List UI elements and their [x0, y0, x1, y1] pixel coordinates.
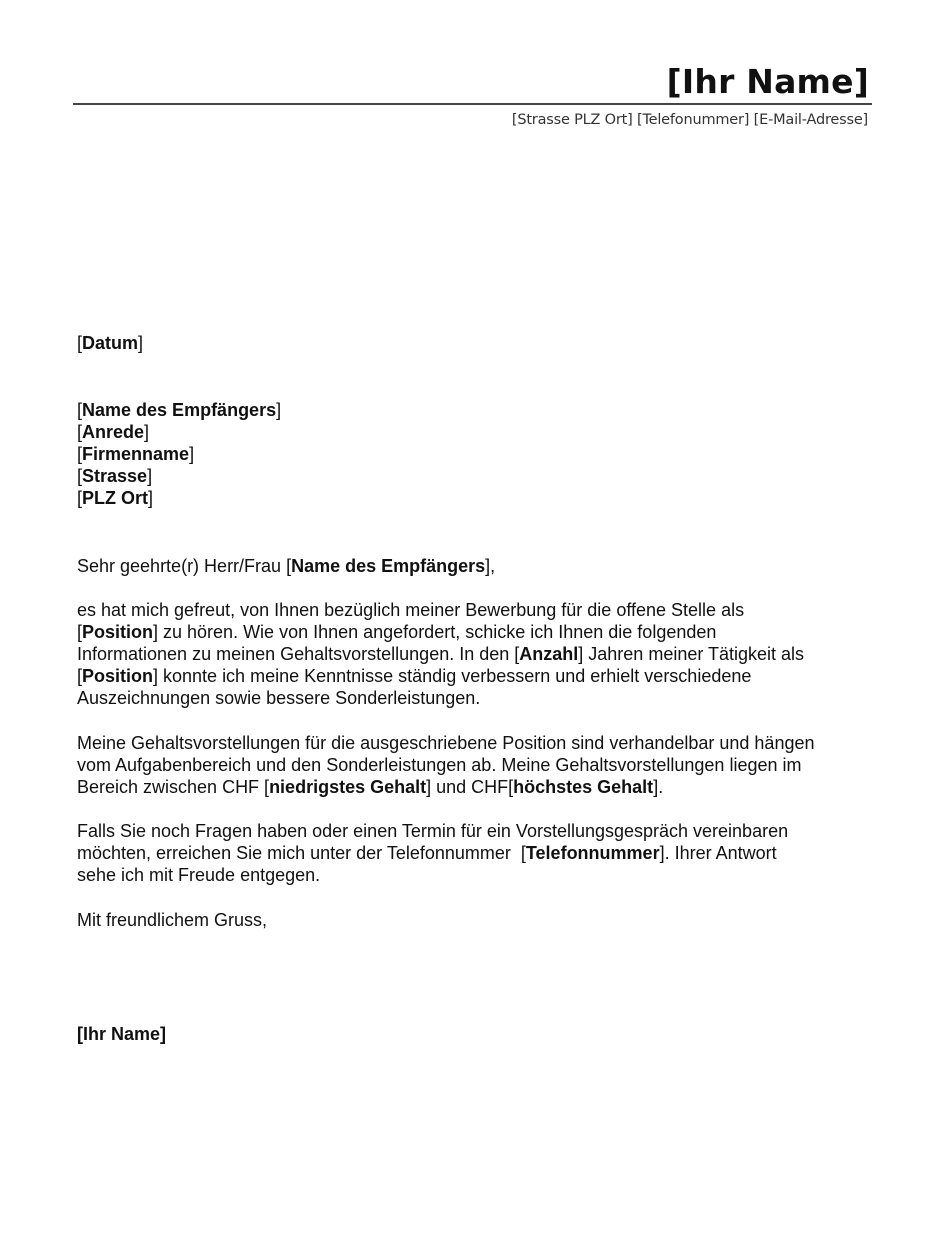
salutation-line: [77, 555, 495, 577]
text: Bereich zwischen CHF [: [77, 777, 270, 797]
paragraph-line: [77, 665, 877, 687]
recipient-salutation-line: [Anrede]: [77, 422, 150, 442]
text: ] und CHF[: [426, 777, 514, 797]
recipient-salutation-placeholder: Anrede: [82, 422, 145, 442]
max-salary-placeholder: höchstes Gehalt: [513, 777, 654, 797]
paragraph-contact: [77, 820, 877, 886]
signature-placeholder: [Ihr Name]: [77, 1024, 167, 1044]
recipient-name-line: [Name des Empfängers]: [77, 400, 282, 420]
paragraph-line: Meine Gehaltsvorstellungen für die ausgeschriebene Position sind verhandelbar und hängen: [77, 733, 815, 753]
recipient-name-placeholder: Name des Empfängers: [82, 400, 277, 420]
paragraph-line: Falls Sie noch Fragen haben oder einen Termin für ein Vorstellungsgespräch vereinbaren: [77, 821, 789, 841]
phone-placeholder: Telefonnummer: [525, 843, 660, 863]
closing-line: Mit freundlichem Gruss,: [77, 910, 268, 930]
date-line: [77, 332, 143, 354]
text: möchten, erreichen Sie mich unter der Telefonnummer [: [77, 843, 526, 863]
min-salary-placeholder: niedrigstes Gehalt: [269, 777, 427, 797]
paragraph-line: es hat mich gefreut, von Ihnen bezüglich meiner Bewerbung für die offene Stelle als: [77, 600, 745, 620]
paragraph-line: [77, 643, 877, 665]
text: Informationen zu meinen Gehaltsvorstellungen. In den [: [77, 644, 520, 664]
salutation-name-placeholder: Name des Empfängers: [291, 556, 486, 576]
text: ].: [653, 777, 664, 797]
recipient-company-placeholder: Firmenname: [82, 444, 190, 464]
bracket: [: [77, 333, 83, 353]
paragraph-line: Auszeichnungen sowie bessere Sonderleistungen.: [77, 688, 481, 708]
text: ] zu hören. Wie von Ihnen angefordert, schicke ich Ihnen die folgenden: [153, 622, 717, 642]
bracket: [: [77, 666, 83, 686]
signature-name: [77, 1023, 166, 1045]
bracket: ]: [138, 333, 144, 353]
recipient-city-line: [PLZ Ort]: [77, 488, 154, 508]
header-divider: [73, 103, 872, 105]
recipient-street-line: [Strasse]: [77, 466, 153, 486]
paragraph-line: [77, 842, 877, 864]
text: ] Jahren meiner Tätigkeit als: [578, 644, 805, 664]
paragraph-salary: [77, 732, 877, 798]
paragraph-line: [77, 776, 877, 798]
paragraph-line: [77, 621, 877, 643]
bracket: [: [77, 622, 83, 642]
paragraph-intro: [77, 599, 877, 709]
recipient-street-placeholder: Strasse: [82, 466, 148, 486]
text: ]. Ihrer Antwort: [659, 843, 777, 863]
text: ] konnte ich meine Kenntnisse ständig verbessern und erhielt verschiedene: [153, 666, 752, 686]
salutation-suffix: ],: [485, 556, 496, 576]
paragraph-line: sehe ich mit Freude entgegen.: [77, 865, 321, 885]
sender-contact-line: [Strasse PLZ Ort] [Telefonummer] [E-Mail-Adresse]: [511, 112, 868, 128]
salutation-prefix: Sehr geehrte(r) Herr/Frau [: [77, 556, 292, 576]
position-placeholder: Position: [82, 622, 154, 642]
years-placeholder: Anzahl: [519, 644, 579, 664]
recipient-company-line: [Firmenname]: [77, 444, 195, 464]
date-placeholder: Datum: [82, 333, 139, 353]
recipient-address-block: [77, 399, 281, 509]
position-placeholder: Position: [82, 666, 154, 686]
paragraph-line: vom Aufgabenbereich und den Sonderleistungen ab. Meine Gehaltsvorstellungen liegen im: [77, 755, 802, 775]
sender-name-heading: [Ihr Name]: [666, 62, 869, 101]
recipient-city-placeholder: PLZ Ort: [82, 488, 149, 508]
